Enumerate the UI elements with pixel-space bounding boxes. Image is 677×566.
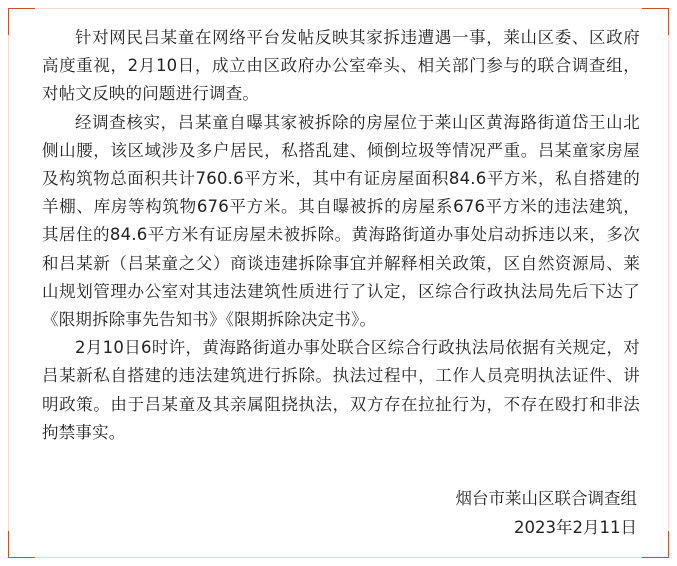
paragraph-2: 经调查核实，吕某童自曝其家被拆除的房屋位于莱山区黄海路街道岱王山北侧山腰，该区域涉及多户居民，私搭乱建、倾倒垃圾等情况严重。吕某童家房屋及构筑物总面积共计760.6平方米，其中有证房屋面积84.6平方米，私自搭建的羊棚、库房等构筑物676平方米。其自曝被拆的房屋系676平方米的违法建筑，其居住的84.6平方米有证房屋未被拆除。黄海路街道办事处启动拆违以来，多次和吕某新（吕某童之父）商谈违建拆除事宜并解释相关政策，区自然资源局、莱山规划管理办公室对其违法建筑性质进行了认定，区综合行政执法局先后下达了《限期拆除事先告知书》《限期拆除决定书》。 (42, 112, 640, 330)
corner-bottom-right (642, 531, 669, 558)
signature-org: 烟台市莱山区联合调查组 (455, 489, 637, 508)
frame-top-line (34, 8, 643, 9)
corner-top-right (642, 8, 669, 35)
announcement-body (42, 24, 640, 447)
signature-date: 2023年2月11日 (514, 518, 637, 537)
corner-top-left (8, 8, 35, 35)
corner-bottom-left (8, 531, 35, 558)
frame-right-line (668, 34, 669, 532)
frame-bottom-line (34, 557, 643, 558)
frame-left-line (8, 34, 9, 532)
paragraph-1: 针对网民吕某童在网络平台发帖反映其家拆违遭遇一事，莱山区委、区政府高度重视，2月10日，成立由区政府办公室牵头、相关部门参与的联合调查组，对帖文反映的问题进行调查。 (42, 28, 640, 104)
signature-block (456, 484, 638, 542)
paragraph-3: 2月10日6时许，黄海路街道办事处联合区综合行政执法局依据有关规定，对吕某新私自搭建的违法建筑进行拆除。执法过程中，工作人员亮明执法证件、讲明政策。由于吕某童及其亲属阻挠执法，双方存在拉扯行为，不存在殴打和非法拘禁事实。 (42, 338, 640, 442)
